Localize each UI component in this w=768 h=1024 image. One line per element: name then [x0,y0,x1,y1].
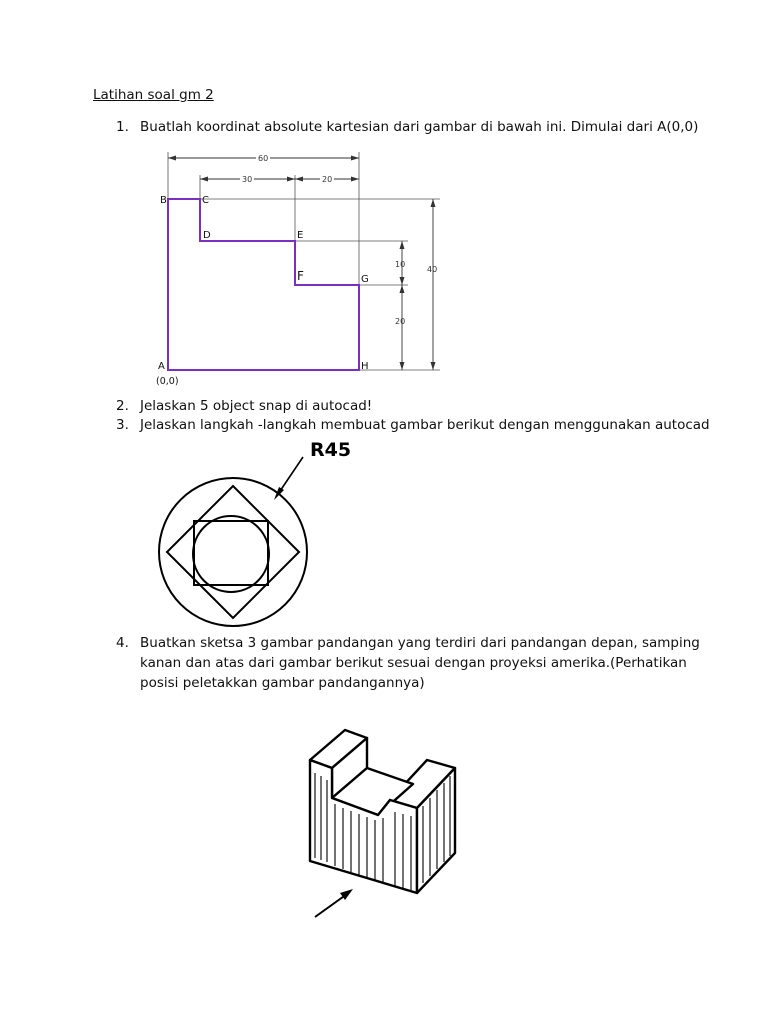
question-2 [116,396,736,416]
question-text-line-1: Buatkan sketsa 3 gambar pandangan yang terdiri dari pandangan depan, samping [140,635,700,651]
dim-40: 40 [427,265,438,274]
question-text: Jelaskan 5 object snap di autocad! [140,398,373,414]
question-text: Buatlah koordinat absolute kartesian dari gambar di bawah ini. Dimulai dari A(0,0) [140,119,699,135]
point-label-h: H [361,361,369,372]
radius-label: R45 [310,439,352,461]
dim-20: 20 [322,175,333,184]
inner-circle [193,516,269,592]
inner-square [194,521,268,585]
point-label-e: E [297,230,304,241]
figure-nested-shapes [150,432,360,632]
dim-30: 30 [242,175,253,184]
point-label-f: F [297,269,304,283]
point-label-g: G [361,274,369,285]
question-number: 4. [116,635,129,651]
point-label-a-coord: (0,0) [156,376,179,387]
point-label-d: D [203,230,211,241]
diamond [167,486,299,618]
figure-isometric-block [295,718,485,923]
dim-20-vertical: 20 [395,317,406,326]
point-label-b: B [160,195,167,206]
question-number: 2. [116,398,129,414]
point-label-c: C [202,195,209,206]
question-4 [116,633,736,695]
question-text-line-2: kanan dan atas dari gambar berikut sesuai dengan proyeksi amerika.(Perhatikan [140,655,687,671]
dim-10: 10 [395,260,406,269]
outer-circle [159,478,307,626]
view-arrow [315,894,347,917]
page-title: Latihan soal gm 2 [93,87,214,103]
question-number: 3. [116,417,129,433]
question-text-line-3: posisi peletakkan gambar pandangannya) [140,675,425,691]
question-1 [116,117,736,137]
question-text: Jelaskan langkah -langkah membuat gambar berikut dengan menggunakan autocad [140,417,710,433]
point-label-a: A [158,361,165,372]
question-number: 1. [116,119,129,135]
figure-coordinate-drawing [140,140,482,392]
dim-60: 60 [258,154,269,163]
